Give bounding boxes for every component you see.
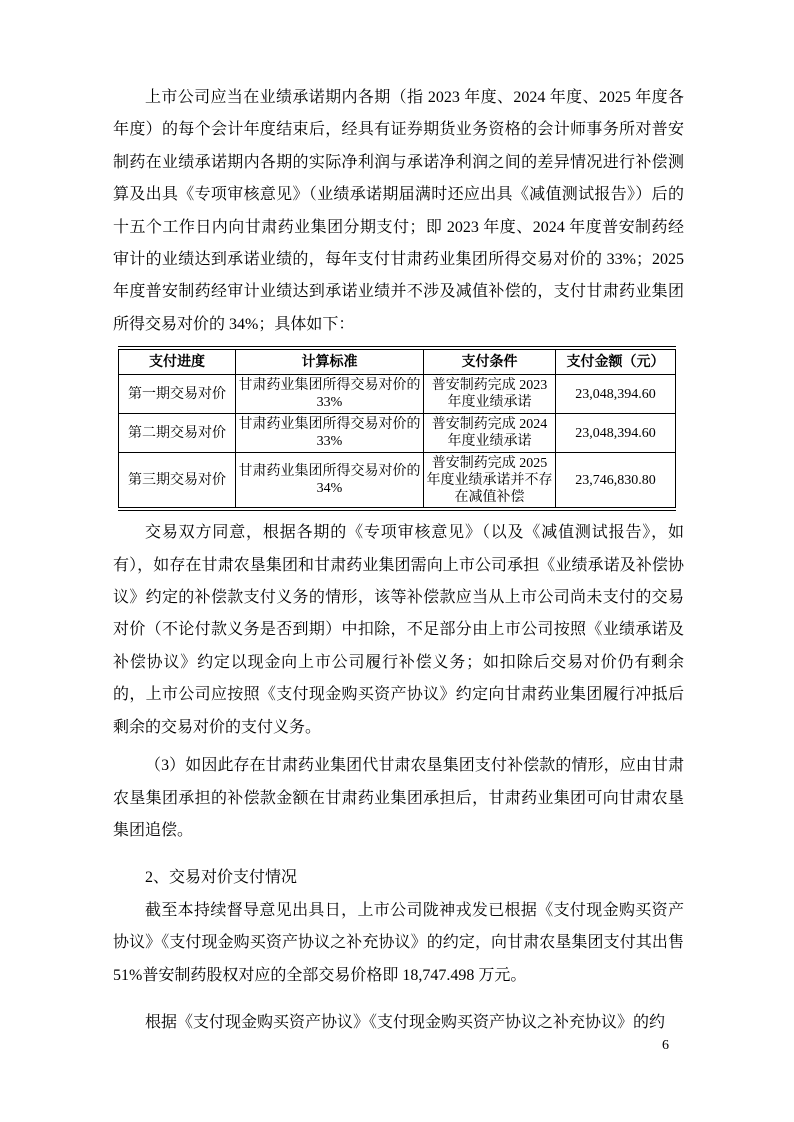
cell-amount: 23,746,830.80 bbox=[556, 453, 676, 510]
table-row bbox=[119, 453, 676, 510]
cell-condition: 普安制药完成 2024 年度业绩承诺 bbox=[424, 414, 556, 453]
paragraph-compensation-deduction: 交易双方同意，根据各期的《专项审核意见》（以及《减值测试报告》，如有），如存在甘肃农垦集团和甘肃药业集团需向上市公司承担《业绩承诺及补偿协议》约定的补偿款支付义务的情形，该等补偿款应当从上市公司尚未支付的交易对价（不论付款义务是否到期）中扣除，不足部分由上市公司按照《业绩承诺及补偿协议》约定以现金向上市公司履行补偿义务；如扣除后交易对价仍有剩余的，上市公司应按照《支付现金购买资产协议》约定向甘肃药业集团履行冲抵后剩余的交易对价的支付义务。 bbox=[113, 524, 684, 736]
cell-amount: 23,048,394.60 bbox=[556, 414, 676, 453]
header-payment-stage: 支付进度 bbox=[119, 348, 236, 375]
cell-stage: 第一期交易对价 bbox=[119, 375, 236, 414]
table-row bbox=[119, 414, 676, 453]
cell-stage: 第三期交易对价 bbox=[119, 453, 236, 510]
header-payment-condition: 支付条件 bbox=[424, 348, 556, 375]
paragraph-agreement-continuation: 根据《支付现金购买资产协议》《支付现金购买资产协议之补充协议》的约 bbox=[145, 1013, 666, 1031]
paragraph-payment-completed: 截至本持续督导意见出具日，上市公司陇神戎发已根据《支付现金购买资产协议》《支付现金购买资产协议之补充协议》的约定，向甘肃农垦集团支付其出售 51%普安制药股权对应的全部交易价格即 18,747.498 万元。 bbox=[113, 901, 684, 984]
cell-standard: 甘肃药业集团所得交易对价的34% bbox=[236, 453, 424, 510]
cell-condition: 普安制药完成 2023 年度业绩承诺 bbox=[424, 375, 556, 414]
table-header-row bbox=[119, 348, 676, 375]
paragraph-performance-commitment-payment: 上市公司应当在业绩承诺期内各期（指 2023 年度、2024 年度、2025 年度各年度）的每个会计年度结束后，经具有证券期货业务资格的会计师事务所对普安制药在业绩承诺期内各期的实际净利润与承诺净利润之间的差异情况进行补偿测算及出具《专项审核意见》（业绩承诺期届满时还应出具《减值测试报告》）后的十五个工作日内向甘肃药业集团分期支付；即 2023 年度、2024 年度普安制药经审计的业绩达到承诺业绩的，每年支付甘肃药业集团所得交易对价的 33%；2025 年度普安制药经审计业绩达到承诺业绩并不涉及减值补偿的，支付甘肃药业集团所得交易对价的 34%；具体如下： bbox=[113, 89, 684, 333]
cell-condition: 普安制药完成 2025 年度业绩承诺并不存在减值补偿 bbox=[424, 453, 556, 510]
table-row bbox=[119, 375, 676, 414]
section-heading-payment-status: 2、交易对价支付情况 bbox=[145, 869, 298, 887]
page-number: 6 bbox=[662, 1038, 669, 1053]
cell-standard: 甘肃药业集团所得交易对价的33% bbox=[236, 414, 424, 453]
header-calculation-standard: 计算标准 bbox=[236, 348, 424, 375]
cell-standard: 甘肃药业集团所得交易对价的33% bbox=[236, 375, 424, 414]
payment-schedule-table bbox=[118, 346, 676, 511]
cell-amount: 23,048,394.60 bbox=[556, 375, 676, 414]
paragraph-recourse-clause: （3）如因此存在甘肃药业集团代甘肃农垦集团支付补偿款的情形，应由甘肃农垦集团承担的补偿款金额在甘肃药业集团承担后，甘肃药业集团可向甘肃农垦集团追偿。 bbox=[113, 757, 684, 839]
cell-stage: 第二期交易对价 bbox=[119, 414, 236, 453]
page-content bbox=[113, 82, 684, 1039]
header-payment-amount: 支付金额（元） bbox=[556, 348, 676, 375]
